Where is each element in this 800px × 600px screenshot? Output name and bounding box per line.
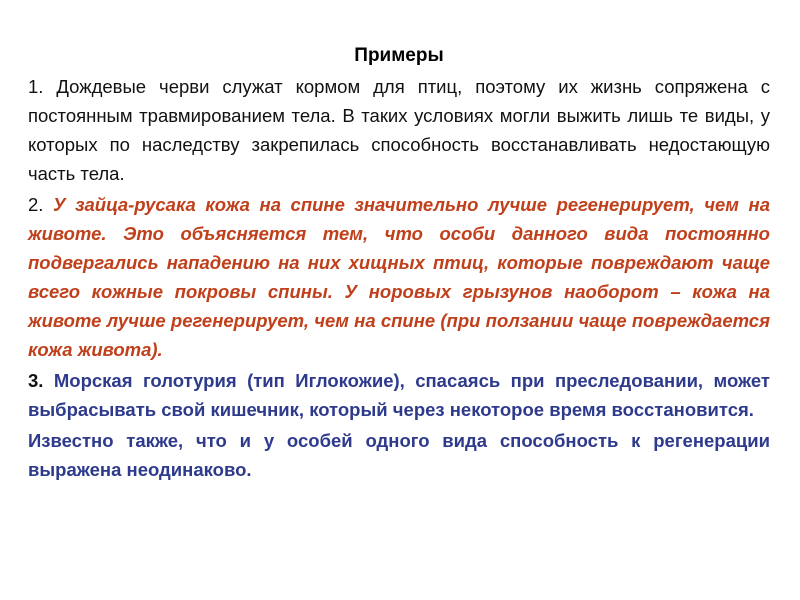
conclusion: Известно также, что и у особей одного вида способность к регенерации выражена неодинаково. xyxy=(28,430,770,480)
example-1-text: Дождевые черви служат кормом для птиц, поэтому их жизнь сопряжена с постоянным травмированием тела. В таких условиях могли выжить лишь те виды, у которых по наследству закрепилась способность восстанавливать недостающую часть тела. xyxy=(28,76,771,184)
slide-title: Примеры xyxy=(354,45,444,66)
example-3 xyxy=(28,366,770,424)
slide xyxy=(28,44,770,484)
example-2-text: У зайца-русака кожа на спине значительно лучше регенерирует, чем на животе. Это объясняется тем, что особи данного вида постоянно подвергались нападению на них хищных птиц, которые повреждают чаще всего кожные покровы спины. У норовых грызунов наоборот – кожа на животе лучше регенерирует, чем на спине (при ползании чаще повреждается кожа живота). xyxy=(28,194,771,360)
example-3-text: Морская голотурия (тип Иглокожие), спасаясь при преследовании, может выбрасывать свой кишечник, который через некоторое время восстановится. xyxy=(28,370,770,420)
example-1 xyxy=(28,72,770,188)
example-3-number: 3. xyxy=(28,370,44,391)
example-2-number: 2. xyxy=(28,194,44,215)
example-1-number: 1. xyxy=(28,76,44,97)
example-2 xyxy=(28,190,770,364)
